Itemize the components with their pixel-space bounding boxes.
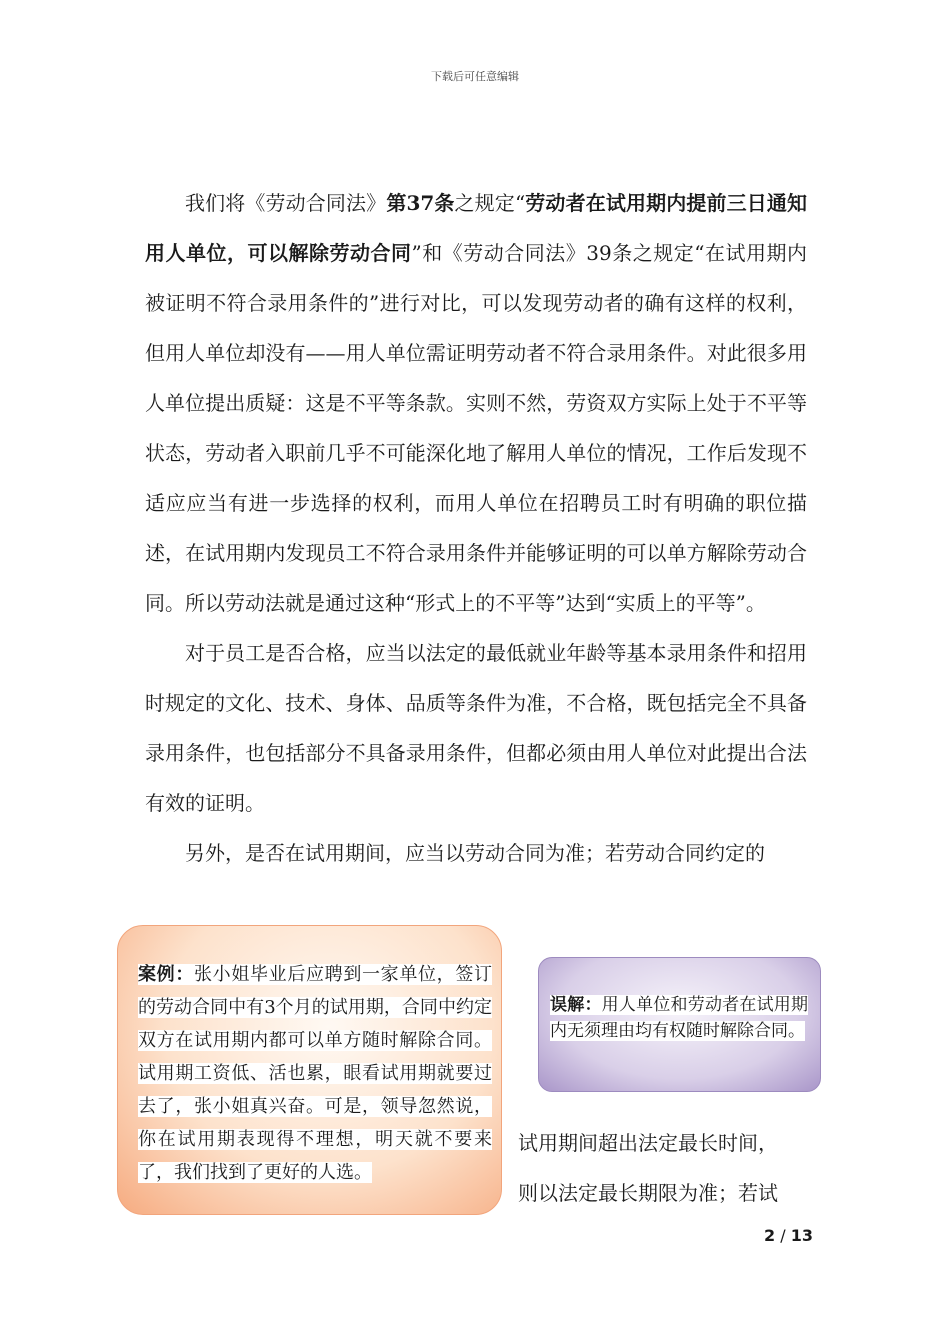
case-body: 张小姐毕业后应聘到一家单位，签订的劳动合同中有3个月的试用期，合同中约定双方在试用期内都可以单方随时解除合同。试用期工资低、活也累，眼看试用期就要过去了，张小姐真兴奋。可是，领导忽然说，你在试用期表现得不理想，明天就不要来了，我们找到了更好的人选。 [138,964,493,1183]
misconception-body: 用人单位和劳动者在试用期内无须理由均有权随时解除合同。 [550,995,809,1041]
paragraph-2: 对于员工是否合格，应当以法定的最低就业年龄等基本录用条件和招用时规定的文化、技术、身体、品质等条件为准，不合格，既包括完全不具备录用条件，也包括部分不具备录用条件，但都必须由用人单位对此提出合法有效的证明。 [145,641,807,815]
side-line-1: 试用期间超出法定最长时间， [518,1131,778,1155]
side-line-2: 则以法定最长期限为准；若试 [518,1181,778,1205]
page-current: 2 [764,1226,776,1245]
paragraph-3: 另外，是否在试用期间，应当以劳动合同为准；若劳动合同约定的 [185,841,765,865]
page-separator: / [775,1226,791,1245]
case-callout-text: 案例：张小姐毕业后应聘到一家单位，签订的劳动合同中有3个月的试用期，合同中约定双方在试用期内都可以单方随时解除合同。试用期工资低、活也累，眼看试用期就要过去了，张小姐真兴奋。可是，领导忽然说，你在试用期表现得不理想，明天就不要来了，我们找到了更好的人选。 [138,964,493,1183]
bold-article-37: 第37条 [386,191,455,215]
paragraph-1: 我们将《劳动合同法》第37条之规定“劳动者在试用期内提前三日通知用人单位，可以解除劳动合同”和《劳动合同法》39条之规定“在试用期内被证明不符合录用条件的”进行对比，可以发现劳动者的确有这样的权利，但用人单位却没有——用人单位需证明劳动者不符合录用条件。对此很多用人单位提出质疑：这是不平等条款。实则不然，劳资双方实际上处于不平等状态，劳动者入职前几乎不可能深化地了解用人单位的情况，工作后发现不适应应当有进一步选择的权利，而用人单位在招聘员工时有明确的职位描述，在试用期内发现员工不符合录用条件并能够证明的可以单方解除劳动合同。所以劳动法就是通过这种“形式上的不平等”达到“实质上的平等”。 [145,191,808,615]
page-number [764,1226,813,1245]
case-label: 案例 [138,964,176,985]
body-text [145,178,807,878]
bold-quote: 劳动者在试用期内提前三日通知用人单位，可以解除劳动合同 [145,191,808,265]
side-text [518,1118,808,1218]
misconception-callout-text: 误解：用人单位和劳动者在试用期内无须理由均有权随时解除合同。 [550,995,809,1041]
page-header: 下载后可任意编辑 [431,70,519,83]
misconception-label: 误解 [550,995,585,1015]
page-total: 13 [790,1226,813,1245]
